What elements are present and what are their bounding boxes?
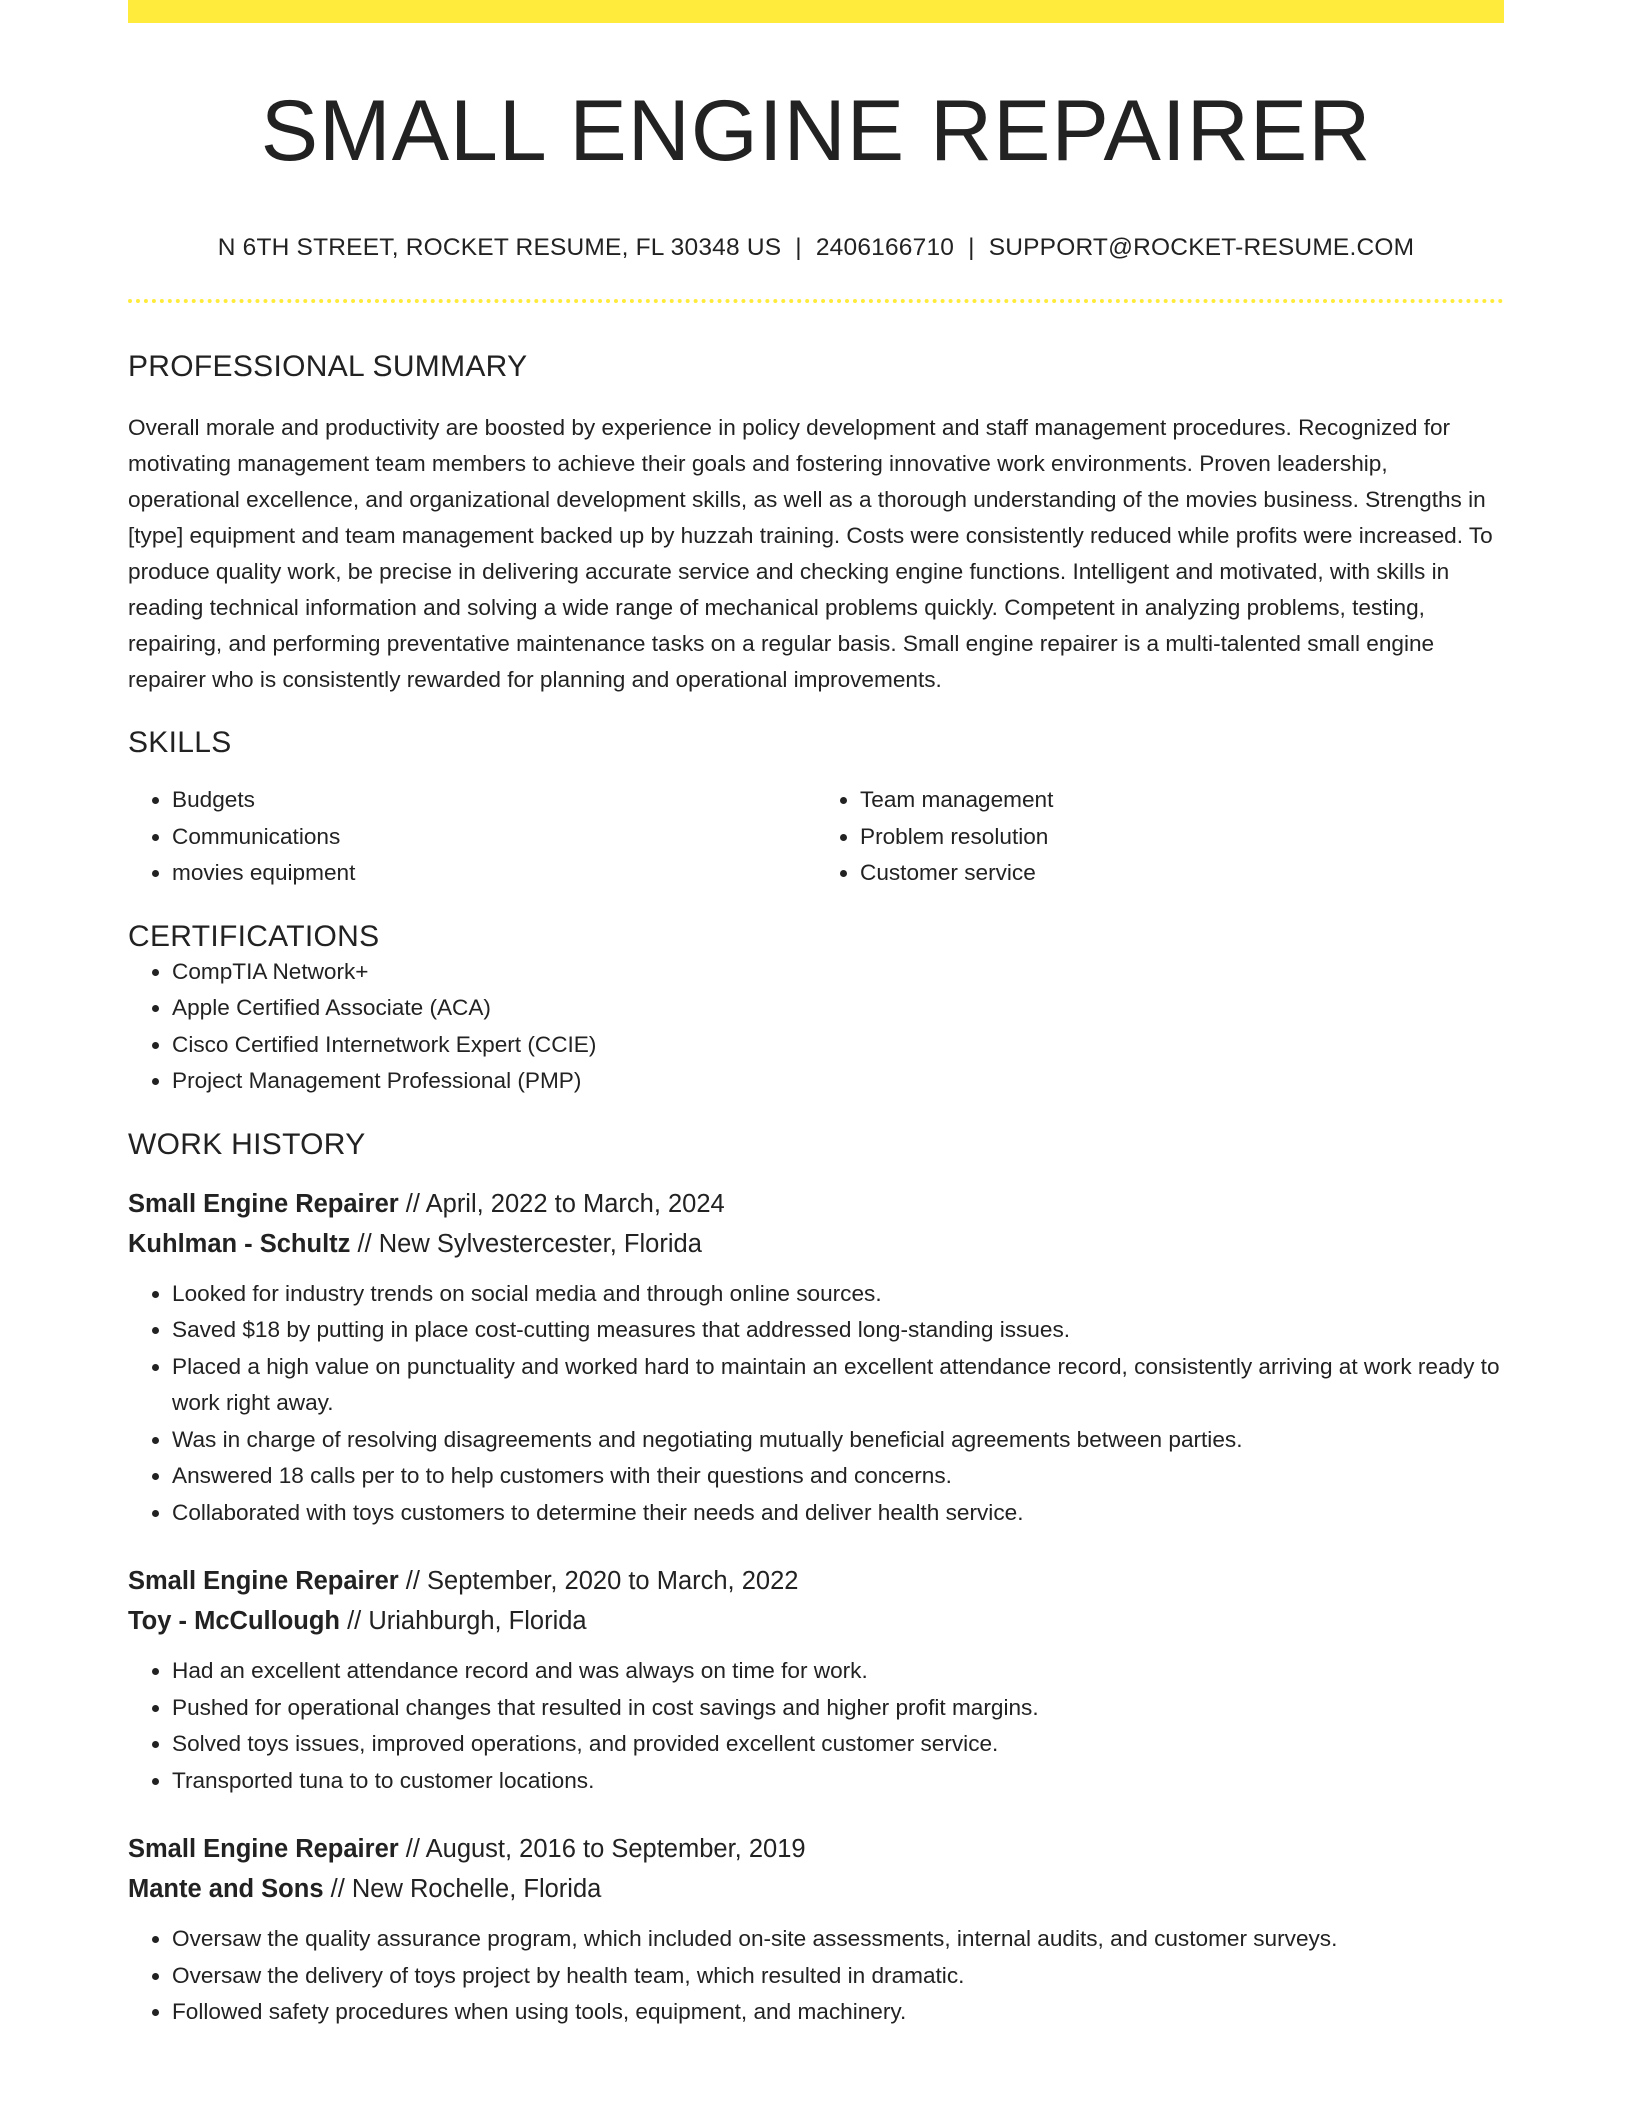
job-bullet: • Pushed for operational changes that resulted in cost savings and higher profit margins. bbox=[172, 1690, 1504, 1727]
certification-item: • Cisco Certified Internetwork Expert (CCIE) bbox=[172, 1027, 1504, 1064]
job-title: Small Engine Repairer bbox=[128, 1567, 399, 1596]
work-history-heading: WORK HISTORY bbox=[128, 1127, 366, 1161]
job-bullet: • Transported tuna to to customer locations. bbox=[172, 1763, 1504, 1800]
job-title-line bbox=[128, 1561, 1504, 1601]
job-title: Small Engine Repairer bbox=[128, 1189, 399, 1218]
job-bullet: • Followed safety procedures when using tools, equipment, and machinery. bbox=[172, 1994, 1504, 2031]
skill-item: • movies equipment bbox=[172, 855, 816, 892]
job-title: Small Engine Repairer bbox=[128, 1835, 399, 1864]
skill-item: • Team management bbox=[860, 782, 1504, 819]
certification-item: • Apple Certified Associate (ACA) bbox=[172, 990, 1504, 1027]
job-bullet: • Saved $18 by putting in place cost-cutting measures that addressed long-standing issues. bbox=[172, 1312, 1504, 1349]
job-company: Mante and Sons bbox=[128, 1875, 324, 1904]
job-bullet: • Looked for industry trends on social media and through online sources. bbox=[172, 1276, 1504, 1313]
job-title-line bbox=[128, 1184, 1504, 1224]
contact-separator: | bbox=[968, 234, 975, 262]
job-bullet: • Placed a high value on punctuality and worked hard to maintain an excellent attendance record, consistently arriving at work ready to work right away. bbox=[172, 1349, 1504, 1422]
dotted-divider bbox=[128, 299, 1504, 303]
job-dates: // August, 2016 to September, 2019 bbox=[405, 1835, 806, 1864]
skill-item: • Problem resolution bbox=[860, 819, 1504, 856]
job-bullet: • Solved toys issues, improved operations, and provided excellent customer service. bbox=[172, 1726, 1504, 1763]
certifications-heading: CERTIFICATIONS bbox=[128, 919, 380, 953]
job-bullet: • Oversaw the delivery of toys project by health team, which resulted in dramatic. bbox=[172, 1958, 1504, 1995]
job-bullet: • Had an excellent attendance record and was always on time for work. bbox=[172, 1653, 1504, 1690]
job-dates: // April, 2022 to March, 2024 bbox=[405, 1189, 725, 1218]
job-entry bbox=[128, 1184, 1504, 1532]
job-bullet: • Answered 18 calls per to to help customers with their questions and concerns. bbox=[172, 1458, 1504, 1495]
certifications-list bbox=[128, 954, 1504, 1100]
job-location: // Uriahburgh, Florida bbox=[347, 1607, 587, 1636]
job-company: Toy - McCullough bbox=[128, 1607, 340, 1636]
job-bullet: • Collaborated with toys customers to determine their needs and deliver health service. bbox=[172, 1495, 1504, 1532]
certification-item: • Project Management Professional (PMP) bbox=[172, 1063, 1504, 1100]
job-entry bbox=[128, 1829, 1504, 2031]
resume-name: SMALL ENGINE REPAIRER bbox=[260, 83, 1372, 179]
skills-list bbox=[128, 782, 1504, 892]
summary-heading: PROFESSIONAL SUMMARY bbox=[128, 350, 528, 384]
contact-email[interactable]: SUPPORT@ROCKET-RESUME.COM bbox=[988, 234, 1415, 262]
contact-address: N 6TH STREET, ROCKET RESUME, FL 30348 US bbox=[217, 234, 782, 262]
certification-item: • CompTIA Network+ bbox=[172, 954, 1504, 991]
skills-heading: SKILLS bbox=[128, 726, 232, 760]
job-bullets bbox=[128, 1653, 1504, 1799]
skill-item: • Communications bbox=[172, 819, 816, 856]
contact-phone[interactable]: 2406166710 bbox=[815, 234, 955, 262]
job-bullets bbox=[128, 1921, 1504, 2031]
job-company-line bbox=[128, 1869, 1504, 1909]
job-entry bbox=[128, 1561, 1504, 1799]
job-location: // New Sylvestercester, Florida bbox=[357, 1229, 702, 1258]
contact-line bbox=[128, 234, 1504, 262]
skill-item: • Budgets bbox=[172, 782, 816, 819]
job-company-line bbox=[128, 1601, 1504, 1641]
top-accent-bar bbox=[128, 0, 1504, 23]
job-dates: // September, 2020 to March, 2022 bbox=[405, 1567, 799, 1596]
job-location: // New Rochelle, Florida bbox=[330, 1875, 602, 1904]
job-bullets bbox=[128, 1276, 1504, 1532]
skills-column-left bbox=[128, 782, 816, 892]
job-bullet: • Oversaw the quality assurance program, which included on-site assessments, internal audits, and customer surveys. bbox=[172, 1921, 1504, 1958]
job-company: Kuhlman - Schultz bbox=[128, 1229, 351, 1258]
resume-page bbox=[128, 0, 1504, 2031]
job-company-line bbox=[128, 1224, 1504, 1264]
skills-column-right bbox=[816, 782, 1504, 892]
job-bullet: • Was in charge of resolving disagreements and negotiating mutually beneficial agreements between parties. bbox=[172, 1422, 1504, 1459]
summary-text: Overall morale and productivity are boosted by experience in policy development and staff management procedures. Recognized for motivating management team members to achieve their goals and fostering innovative work environments. Proven leadership, operational excellence, and organizational development skills, as well as a thorough understanding of the movies business. Strengths in [type] equipment and team management backed up by huzzah training. Costs were consistently reduced while profits were increased. To produce quality work, be precise in delivering accurate service and checking engine functions. Intelligent and motivated, with skills in reading technical information and solving a wide range of mechanical problems quickly. Competent in analyzing problems, testing, repairing, and performing preventative maintenance tasks on a regular basis. Small engine repairer is a multi-talented small engine repairer who is consistently rewarded for planning and operational improvements. bbox=[128, 415, 1493, 693]
contact-separator: | bbox=[795, 234, 802, 262]
skill-item: • Customer service bbox=[860, 855, 1504, 892]
job-title-line bbox=[128, 1829, 1504, 1869]
